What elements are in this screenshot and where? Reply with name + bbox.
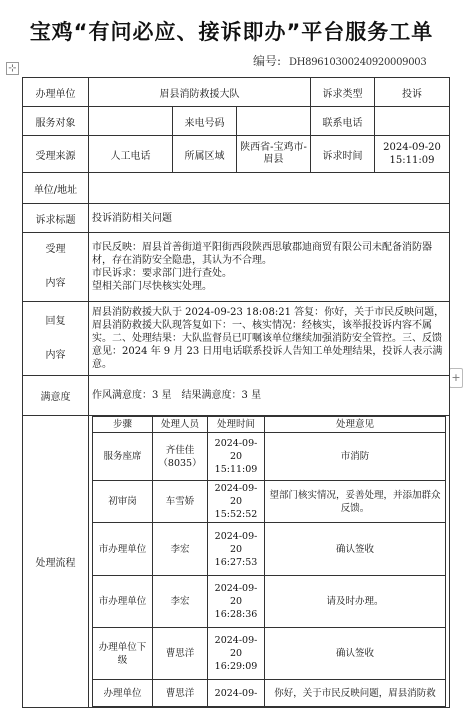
area-value: 陕西省-宝鸡市-眉县	[237, 136, 311, 173]
flow-step: 办理单位下级	[93, 628, 153, 680]
flow-row	[93, 433, 446, 481]
work-order-table	[22, 77, 450, 708]
flow-header-step: 步骤	[93, 417, 153, 433]
flow-person: 曹思洋	[153, 680, 208, 707]
flow-time: 2024-09-20 16:28:36	[208, 576, 265, 628]
flow-step: 办理单位	[93, 680, 153, 707]
reply-label	[23, 302, 89, 376]
phone-no-value	[237, 107, 311, 136]
area-label: 所属区域	[173, 136, 237, 173]
content-label	[23, 233, 89, 302]
flow-step: 服务座席	[93, 433, 153, 481]
content-label-line2: 内容	[45, 278, 66, 289]
flow-step: 市办理单位	[93, 523, 153, 576]
reply-value: 眉县消防救援大队于 2024-09-23 18:08:21 答复：你好，关于市民反映问题，眉县消防救援大队现答复如下：一、核实情况：经核实，该举报投诉内容不属实。二、处理结果：大队监督员已叮嘱该单位继续加强消防安全管控。三、反馈意见：2024 年 9 月 23 日用电话联系投诉人告知工单处理结果，投诉人表示满意。	[89, 302, 450, 376]
flow-opinion: 确认签收	[265, 628, 446, 680]
flow-step: 初审岗	[93, 481, 153, 523]
content-paragraph: 望相关部门尽快核实处理。	[92, 281, 212, 292]
target-label: 服务对象	[23, 107, 89, 136]
flow-step: 市办理单位	[93, 576, 153, 628]
flow-person: 车雪娇	[153, 481, 208, 523]
flow-header-opinion: 处理意见	[265, 417, 446, 433]
flow-row	[93, 576, 446, 628]
contact-label: 联系电话	[311, 107, 375, 136]
flow-time: 2024-09-20 16:29:09	[208, 628, 265, 680]
flow-header-time: 处理时间	[208, 417, 265, 433]
flow-time: 2024-09-20 16:27:53	[208, 523, 265, 576]
flow-time: 2024-09-20 15:11:09	[208, 433, 265, 481]
flow-header-row	[93, 417, 446, 433]
flow-label: 处理流程	[23, 416, 89, 708]
reply-label-line1: 回复	[45, 315, 66, 327]
flow-opinion: 请及时办理。	[265, 576, 446, 628]
flow-header-person: 处理人员	[153, 417, 208, 433]
flow-person: 李宏	[153, 523, 208, 576]
content-paragraph: 市民诉求：要求部门进行查处。	[92, 268, 232, 279]
page-title: 宝鸡“有问必应、接诉即办”平台服务工单	[29, 20, 434, 44]
content-value	[89, 233, 450, 302]
add-column-icon[interactable]: +	[449, 368, 463, 388]
office-label: 办理单位	[23, 78, 89, 107]
time-value: 2024-09-20 15:11:09	[375, 136, 450, 173]
reply-label-line2: 内容	[45, 349, 66, 361]
flow-row	[93, 481, 446, 523]
flow-row	[93, 523, 446, 576]
subject-value: 投诉消防相关问题	[89, 204, 450, 233]
phone-no-label: 来电号码	[173, 107, 237, 136]
content-label-line1: 受理	[45, 244, 66, 255]
flow-cell	[89, 416, 450, 708]
flow-person: 齐佳佳（8035）	[153, 433, 208, 481]
serial-number	[253, 52, 426, 69]
flow-opinion: 市消防	[265, 433, 446, 481]
source-value: 人工电话	[89, 136, 173, 173]
flow-row	[93, 628, 446, 680]
satisfaction-label: 满意度	[23, 376, 89, 416]
source-label: 受理来源	[23, 136, 89, 173]
flow-opinion: 你好，关于市民反映问题，眉县消防救	[265, 680, 446, 707]
target-value	[89, 107, 173, 136]
flow-row	[93, 680, 446, 707]
content-paragraph: 市民反映：眉县首善街道平阳街西段陕西思敏郡迪商贸有限公司未配备消防器材，存在消防安全隐患，其认为不合理。	[92, 242, 432, 266]
flow-time: 2024-09-	[208, 680, 265, 707]
table-move-handle-icon[interactable]: ⊹	[6, 62, 19, 75]
contact-value	[375, 107, 450, 136]
flow-person: 曹思洋	[153, 628, 208, 680]
flow-person: 李宏	[153, 576, 208, 628]
flow-table	[92, 416, 446, 707]
address-value	[89, 173, 450, 204]
flow-opinion: 望部门核实情况，妥善处理，并添加群众反馈。	[265, 481, 446, 523]
time-label: 诉求时间	[311, 136, 375, 173]
type-label: 诉求类型	[311, 78, 375, 107]
address-label: 单位/地址	[23, 173, 89, 204]
flow-time: 2024-09-20 15:52:52	[208, 481, 265, 523]
subject-label: 诉求标题	[23, 204, 89, 233]
flow-opinion: 确认签收	[265, 523, 446, 576]
satisfaction-value: 作风满意度：3 星 结果满意度：3 星	[89, 376, 450, 416]
serial-label: 编号:	[253, 54, 282, 68]
office-value: 眉县消防救援大队	[89, 78, 311, 107]
serial-value: DH89610300240920009003	[289, 57, 427, 68]
type-value: 投诉	[375, 78, 450, 107]
